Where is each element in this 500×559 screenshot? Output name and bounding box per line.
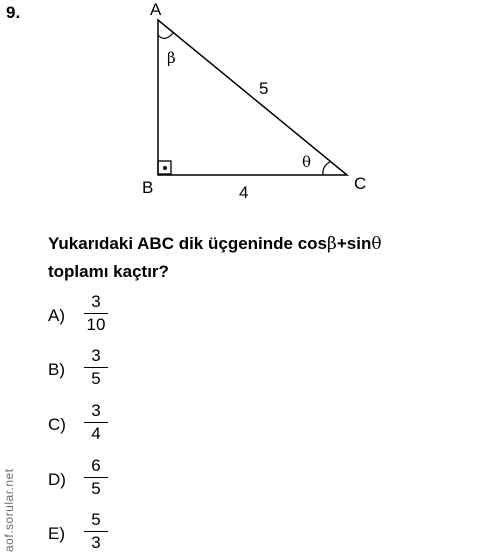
triangle-figure xyxy=(0,0,500,215)
option-letter: A) xyxy=(48,306,65,325)
fraction-numerator: 6 xyxy=(91,456,101,475)
option-fraction xyxy=(82,291,110,336)
side-bc-label: 4 xyxy=(239,183,249,202)
fraction-denominator: 3 xyxy=(91,533,101,552)
beta-symbol: β xyxy=(327,234,337,254)
fraction-denominator: 4 xyxy=(91,424,101,443)
fraction-denominator: 10 xyxy=(86,315,106,334)
option-fraction xyxy=(82,400,110,445)
watermark-text: aof.sorular.net xyxy=(2,468,16,552)
triangle-abc xyxy=(158,20,347,175)
question-text-part2: +sin xyxy=(336,234,372,253)
fraction-numerator: 3 xyxy=(91,401,101,420)
question-text-part1: Yukarıdaki ABC dik üçgeninde cos xyxy=(48,234,328,253)
angle-arc-c xyxy=(323,162,330,175)
side-ac-label: 5 xyxy=(259,79,269,98)
fraction-denominator: 5 xyxy=(91,369,101,388)
vertex-c-label: C xyxy=(354,174,367,193)
angle-beta-label: β xyxy=(167,49,176,67)
fraction-numerator: 3 xyxy=(91,346,101,365)
option-letter: D) xyxy=(48,470,66,489)
question-number: 9. xyxy=(6,3,21,22)
question-text-line2: toplamı kaçtır? xyxy=(48,262,169,281)
vertex-a-label: A xyxy=(150,0,162,19)
option-fraction xyxy=(82,455,110,500)
question-text xyxy=(48,230,488,285)
fraction-numerator: 5 xyxy=(91,510,101,529)
option-letter: E) xyxy=(48,524,65,543)
option-letter: C) xyxy=(48,415,66,434)
right-angle-dot xyxy=(163,166,167,170)
fraction-numerator: 3 xyxy=(91,292,101,311)
vertex-b-label: B xyxy=(142,178,154,197)
option-fraction xyxy=(82,509,110,554)
angle-arc-a xyxy=(158,32,174,38)
fraction-denominator: 5 xyxy=(91,479,101,498)
option-letter: B) xyxy=(48,360,65,379)
angle-theta-label: θ xyxy=(302,153,312,171)
option-fraction xyxy=(82,345,110,390)
theta-symbol: θ xyxy=(371,234,382,254)
